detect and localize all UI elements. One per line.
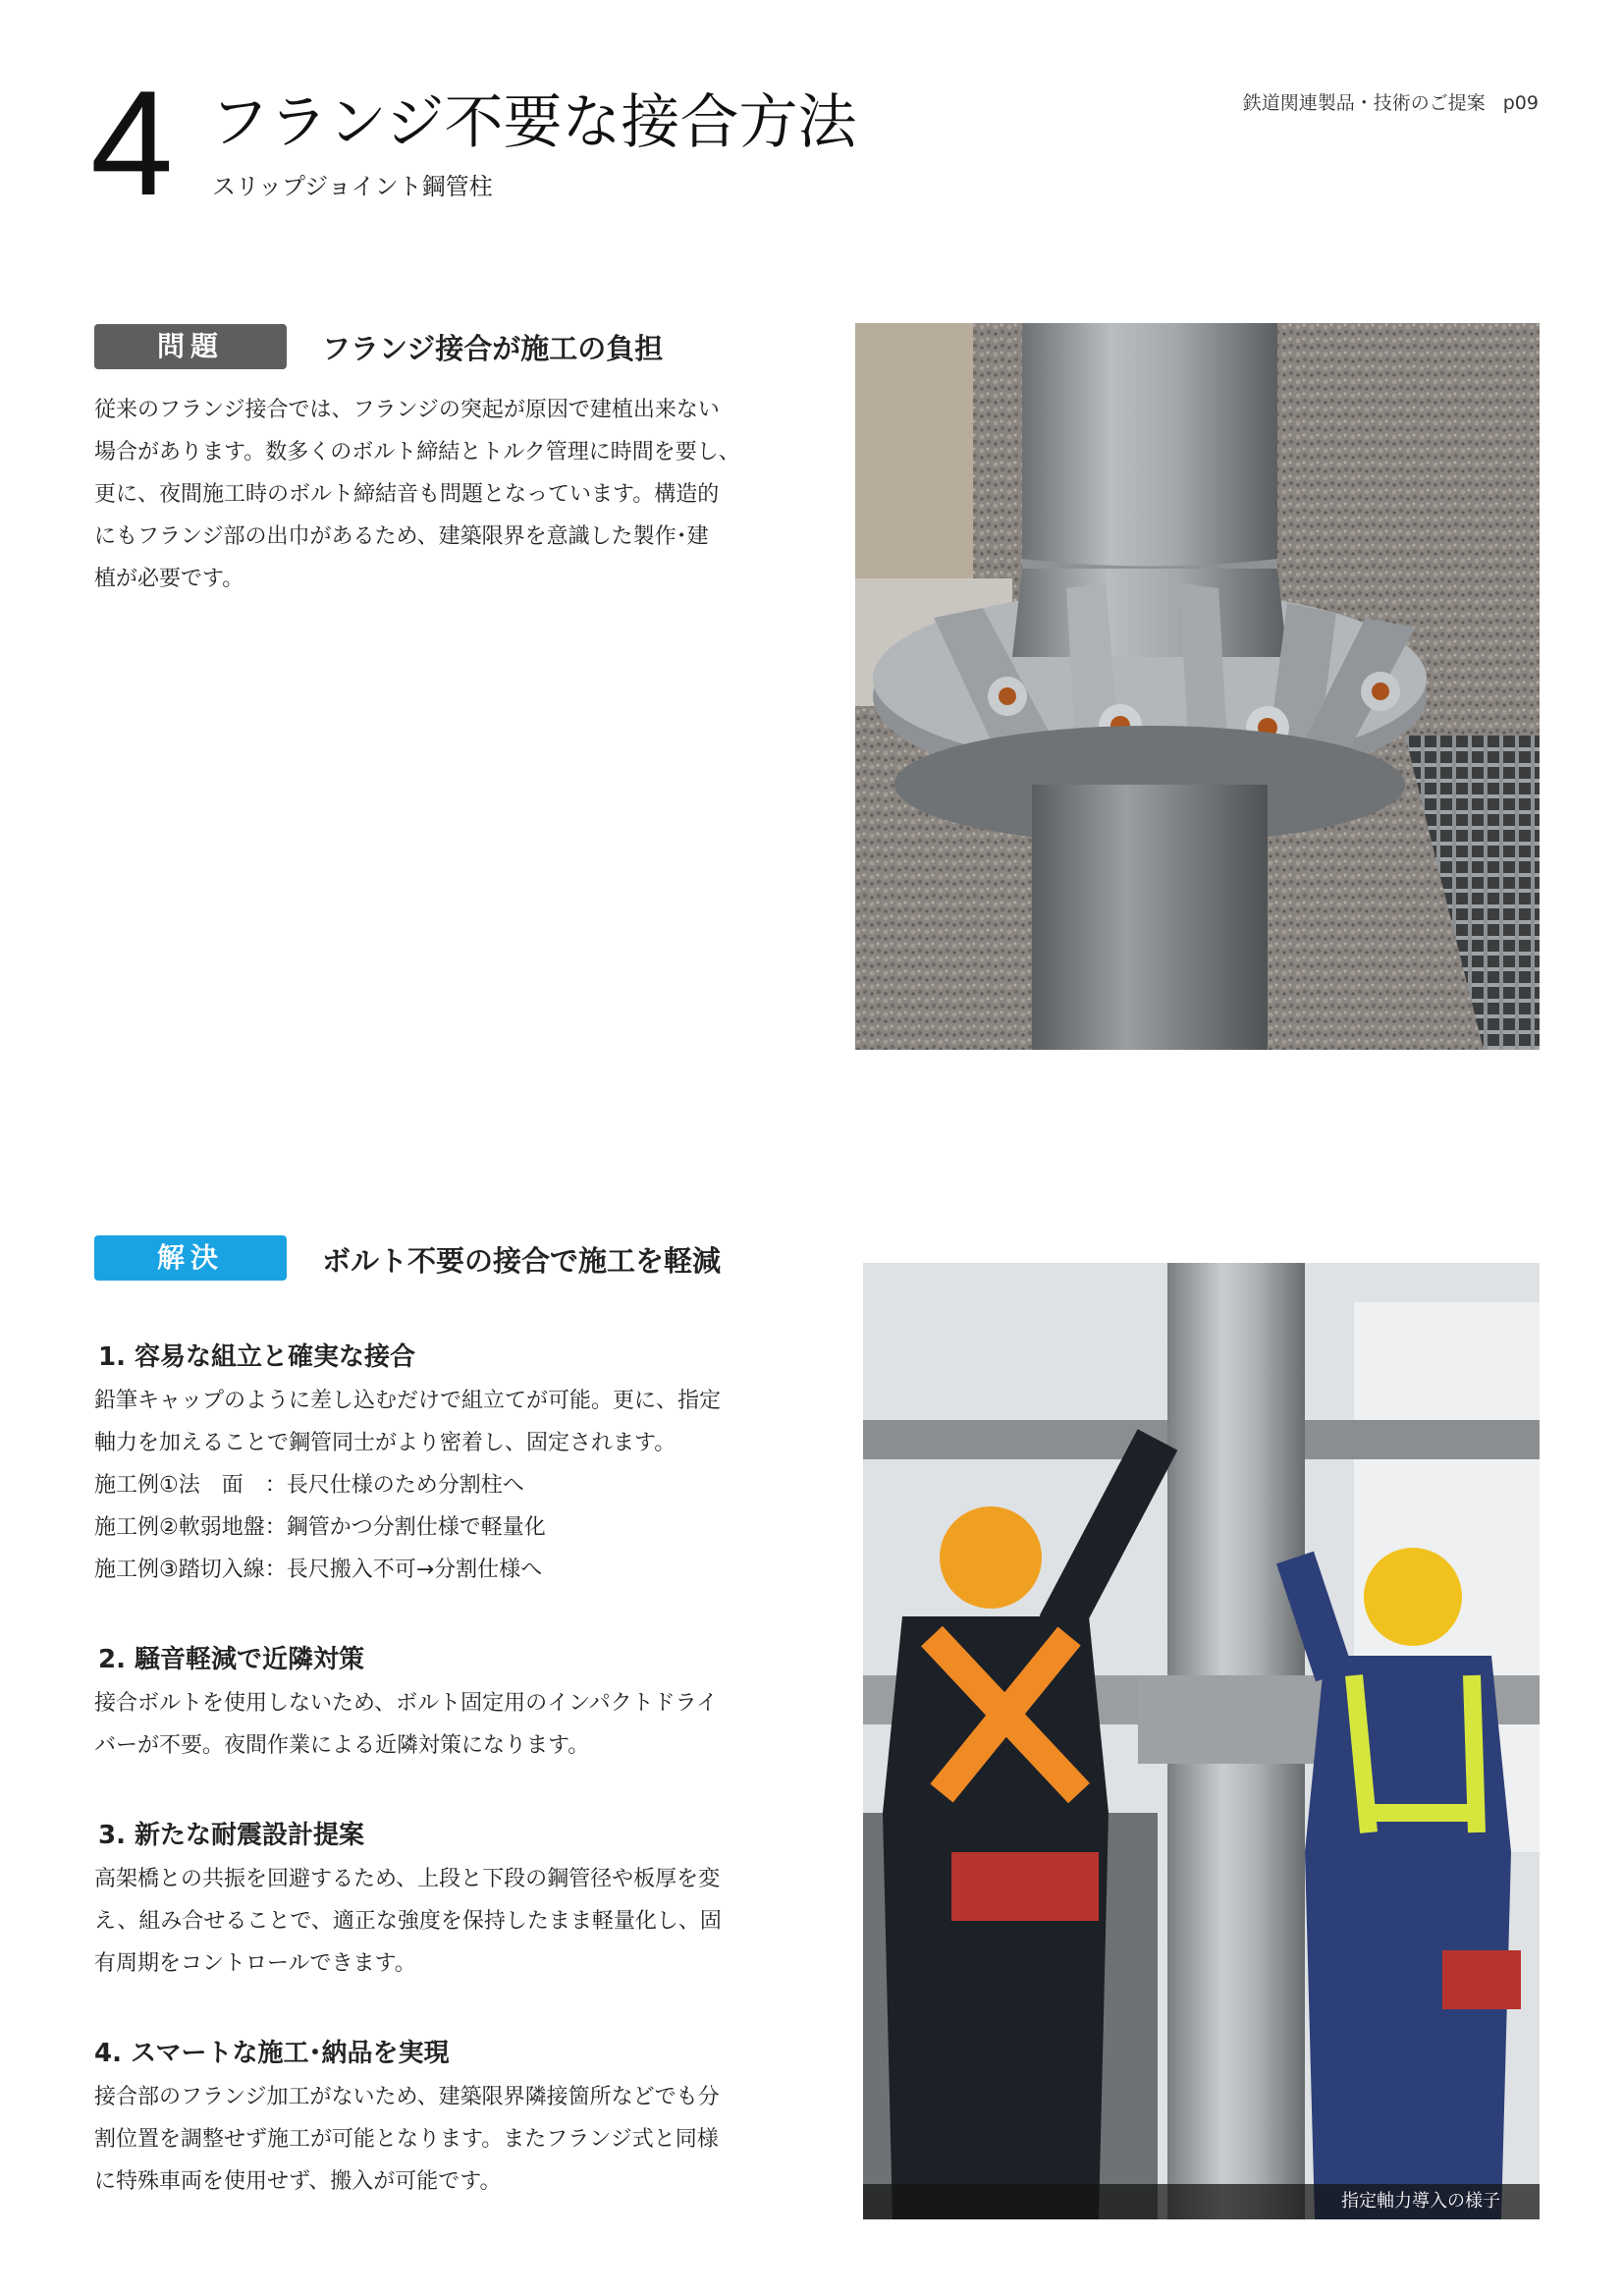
problem-badge: 問題 — [94, 324, 287, 369]
example-line: 施工例③踏切入線：長尺搬入不可→分割仕様へ — [94, 1558, 543, 1582]
problem-line: 場合があります。数多くのボルト締結とトルク管理に時間を要し、 — [94, 440, 740, 465]
problem-line: 従来のフランジ接合では、フランジの突起が原因で建植出来ない — [94, 398, 720, 422]
solution-badge: 解決 — [94, 1235, 287, 1281]
page-subtitle: スリップジョイント鋼管柱 — [212, 173, 493, 200]
solution-line: え、組み合せることで、適正な強度を保持したまま軽量化し、固 — [94, 1909, 722, 1934]
solution-heading: ボルト不要の接合で施工を軽減 — [322, 1244, 722, 1278]
problem-line: 更に、夜間施工時のボルト締結音も問題となっています。構造的 — [94, 482, 720, 507]
solution-item-title: 1. 容易な組立と確実な接合 — [98, 1342, 416, 1372]
solution-line: バーが不要。夜間作業による近隣対策になります。 — [94, 1733, 590, 1758]
page-title: フランジ不要な接合方法 — [210, 88, 857, 157]
problem-line: 植が必要です。 — [94, 567, 244, 591]
solution-line: 軸力を加えることで鋼管同士がより密着し、固定されます。 — [94, 1431, 676, 1455]
solution-line: 割位置を調整せず施工が可能となります。またフランジ式と同様 — [94, 2127, 719, 2152]
problem-body — [94, 389, 782, 600]
page-number: p09 — [1502, 92, 1539, 114]
workers-illustration — [863, 1263, 1540, 2219]
solution-item-title: 3. 新たな耐震設計提案 — [98, 1821, 365, 1850]
example-line: 施工例①法 面 ：長尺仕様のため分割柱へ — [94, 1473, 524, 1498]
solution-line: 接合部のフランジ加工がないため、建築限界隣接箇所などでも分 — [94, 2085, 720, 2109]
solution-item-body — [94, 1858, 722, 1985]
solution-line: 高架橋との共振を回避するため、上段と下段の鋼管径や板厚を変 — [94, 1867, 721, 1891]
solution-item-body — [94, 1682, 718, 1767]
section-number: 4 — [90, 60, 174, 227]
workers-photo — [863, 1263, 1540, 2219]
solution-item-title: 4. スマートな施工･納品を実現 — [94, 2039, 450, 2068]
document-title: 鉄道関連製品・技術のご提案 — [1242, 92, 1486, 114]
solution-line: 有周期をコントロールできます。 — [94, 1951, 416, 1976]
flange-joint-photo — [855, 323, 1540, 1050]
flange-joint-illustration — [855, 323, 1540, 1050]
solution-line: に特殊車両を使用せず、搬入が可能です。 — [94, 2169, 502, 2194]
problem-heading: フランジ接合が施工の負担 — [322, 332, 664, 365]
solution-item-body — [94, 2076, 720, 2203]
problem-line: にもフランジ部の出巾があるため、建築限界を意識した製作･建 — [94, 524, 709, 549]
solution-item-body — [94, 1380, 721, 1591]
example-line: 施工例②軟弱地盤：鋼管かつ分割仕様で軽量化 — [94, 1515, 546, 1540]
solution-item-title: 2. 騒音軽減で近隣対策 — [98, 1645, 365, 1674]
solution-line: 接合ボルトを使用しないため、ボルト固定用のインパクトドライ — [94, 1691, 718, 1716]
photo-caption: 指定軸力導入の様子 — [863, 2184, 1540, 2219]
solution-line: 鉛筆キャップのように差し込むだけで組立てが可能。更に、指定 — [94, 1389, 722, 1413]
document-header — [1243, 88, 1539, 115]
